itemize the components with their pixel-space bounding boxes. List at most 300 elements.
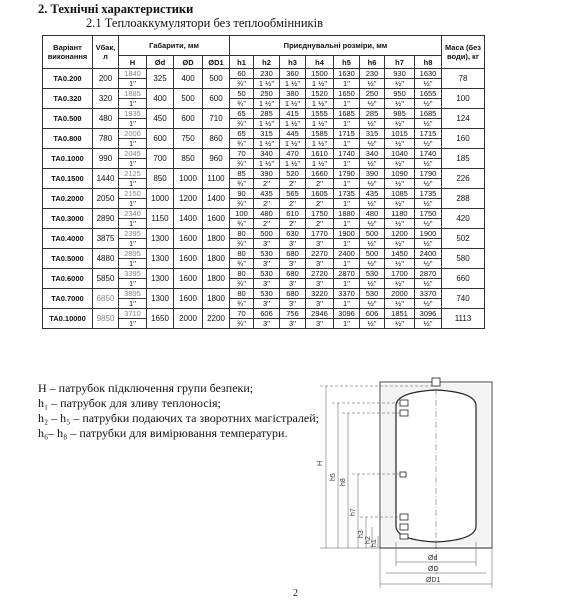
cell-h8: 1630 [415,69,442,79]
cell-h2-thread: 2'' [254,179,280,189]
label-H: H [317,460,324,466]
header-h2: h2 [254,56,280,69]
cell-H: 1935 [119,109,147,119]
cell-volume: 3875 [93,229,119,249]
cell-h5: 1735 [334,189,360,199]
cell-h1-thread: ¾'' [230,139,254,149]
cell-h5: 1715 [334,129,360,139]
cell-h6-thread: ½'' [360,319,385,329]
cell-h3-thread: 3'' [280,259,306,269]
cell-h8-thread: ½'' [415,259,442,269]
cell-h8: 2400 [415,249,442,259]
cell-d: 1000 [147,189,174,209]
cell-h8: 1655 [415,89,442,99]
cell-D1: 1400 [203,189,230,209]
header-overall: Габарити, мм [119,36,230,56]
cell-h3: 380 [280,89,306,99]
cell-h2: 390 [254,169,280,179]
cell-h5-thread: 1'' [334,239,360,249]
cell-h3: 445 [280,129,306,139]
cell-H-thread: 1'' [119,299,147,309]
cell-h5: 1650 [334,89,360,99]
cell-h3: 680 [280,249,306,259]
cell-d: 450 [147,109,174,129]
cell-variant: TA0.800 [43,129,93,149]
cell-mass: 740 [442,289,485,309]
cell-h4: 1610 [306,149,334,159]
cell-h2: 530 [254,269,280,279]
cell-h2: 315 [254,129,280,139]
cell-volume: 2050 [93,189,119,209]
cell-h5-thread: 1'' [334,119,360,129]
header-mass: Маса (без води), кг [442,36,485,69]
cell-h5-thread: 1'' [334,179,360,189]
cell-mass: 160 [442,129,485,149]
cell-variant: TA0.5000 [43,249,93,269]
table-row [43,269,485,279]
cell-h3: 610 [280,209,306,219]
cell-D1: 1800 [203,289,230,309]
cell-h5: 1630 [334,69,360,79]
header-d: Ød [147,56,174,69]
header-h8: h8 [415,56,442,69]
cell-D: 1200 [174,189,203,209]
cell-h8: 1715 [415,129,442,139]
cell-h1-thread: ¾'' [230,159,254,169]
cell-h7: 1180 [385,209,415,219]
cell-H-thread: 1'' [119,199,147,209]
cell-h4-thread: 3'' [306,279,334,289]
cell-h2-thread: 3'' [254,239,280,249]
cell-h4: 1660 [306,169,334,179]
cell-h2: 250 [254,89,280,99]
cell-h5-thread: 1'' [334,279,360,289]
cell-h7-thread: ½'' [385,139,415,149]
cell-h8-thread: ½'' [415,199,442,209]
cell-variant: TA0.1000 [43,149,93,169]
cell-h6-thread: ½'' [360,239,385,249]
cell-h2: 435 [254,189,280,199]
cell-h4: 2270 [306,249,334,259]
cell-mass: 580 [442,249,485,269]
cell-h4-thread: 3'' [306,319,334,329]
cell-H: 2150 [119,189,147,199]
header-h5: h5 [334,56,360,69]
cell-H-thread: 1'' [119,139,147,149]
cell-h6-thread: ½'' [360,79,385,89]
cell-d: 1300 [147,269,174,289]
cell-volume: 4880 [93,249,119,269]
table-row [43,169,485,179]
cell-h8-thread: ½'' [415,299,442,309]
cell-H-thread: 1'' [119,259,147,269]
cell-D1: 500 [203,69,230,89]
cell-h8: 1685 [415,109,442,119]
cell-h1-thread: ¾'' [230,199,254,209]
cell-h4-thread: 1 ½'' [306,159,334,169]
cell-h1: 80 [230,249,254,259]
cell-h6-thread: ½'' [360,259,385,269]
cell-h8-thread: ½'' [415,179,442,189]
cell-H-thread: 1'' [119,279,147,289]
cell-mass: 100 [442,89,485,109]
label-h1: h1 [371,539,378,547]
cell-H: 3895 [119,289,147,299]
cell-h4: 2946 [306,309,334,319]
cell-h2-thread: 1 ½'' [254,79,280,89]
cell-h3: 565 [280,189,306,199]
cell-h1: 80 [230,289,254,299]
cell-d: 400 [147,89,174,109]
cell-H: 2000 [119,129,147,139]
cell-h6-thread: ½'' [360,179,385,189]
cell-d: 700 [147,149,174,169]
cell-h6: 480 [360,209,385,219]
cell-h8-thread: ½'' [415,239,442,249]
cell-h2: 530 [254,289,280,299]
cell-variant: TA0.500 [43,109,93,129]
cell-h5-thread: 1'' [334,299,360,309]
cell-h5-thread: 1'' [334,259,360,269]
cell-h4-thread: 3'' [306,259,334,269]
cell-h3: 415 [280,109,306,119]
label-h2: h2 [365,536,372,544]
cell-h7-thread: ½'' [385,119,415,129]
header-variant: Варіант виконання [43,36,93,69]
cell-volume: 5850 [93,269,119,289]
cell-mass: 78 [442,69,485,89]
cell-h8-thread: ½'' [415,319,442,329]
cell-h8-thread: ½'' [415,99,442,109]
cell-h7-thread: ½'' [385,239,415,249]
header-D: ØD [174,56,203,69]
cell-h6-thread: ½'' [360,279,385,289]
cell-h3: 630 [280,229,306,239]
cell-h1: 100 [230,209,254,219]
cell-h1-thread: ¾'' [230,259,254,269]
table-row [43,209,485,219]
header-connections: Приєднувальні розміри, мм [230,36,442,56]
cell-mass: 1113 [442,309,485,329]
cell-h6: 340 [360,149,385,159]
cell-H-thread: 1'' [119,119,147,129]
cell-H: 1840 [119,69,147,79]
cell-h3-thread: 2'' [280,179,306,189]
cell-D: 1600 [174,249,203,269]
cell-h7-thread: ½'' [385,279,415,289]
cell-h6: 230 [360,69,385,79]
cell-h4: 1500 [306,69,334,79]
cell-h6: 530 [360,289,385,299]
cell-h7: 985 [385,109,415,119]
cell-volume: 2890 [93,209,119,229]
cell-h7-thread: ½'' [385,319,415,329]
cell-H-thread: 1'' [119,179,147,189]
cell-h5: 2870 [334,269,360,279]
cell-D: 500 [174,89,203,109]
cell-d: 600 [147,129,174,149]
cell-h6-thread: ½'' [360,199,385,209]
cell-h8: 3370 [415,289,442,299]
cell-h8-thread: ½'' [415,219,442,229]
cell-volume: 990 [93,149,119,169]
cell-H: 2395 [119,229,147,239]
cell-h2-thread: 2'' [254,199,280,209]
label-d: Ød [428,555,438,562]
cell-mass: 288 [442,189,485,209]
cell-h5-thread: 1'' [334,99,360,109]
cell-h5: 1740 [334,149,360,159]
cell-mass: 226 [442,169,485,189]
cell-h4-thread: 1 ½'' [306,99,334,109]
cell-h1: 60 [230,69,254,79]
label-D: ØD [428,566,439,573]
cell-D1: 1600 [203,209,230,229]
cell-D1: 1100 [203,169,230,189]
cell-h3-thread: 2'' [280,219,306,229]
cell-mass: 502 [442,229,485,249]
notes [38,381,319,441]
table-row [43,309,485,319]
cell-D1: 600 [203,89,230,109]
cell-H: 3395 [119,269,147,279]
cell-h6: 390 [360,169,385,179]
cell-h3-thread: 3'' [280,279,306,289]
cell-h6: 530 [360,269,385,279]
cell-h3: 360 [280,69,306,79]
cell-h3: 756 [280,309,306,319]
cell-H: 3710 [119,309,147,319]
cell-h2: 480 [254,209,280,219]
cell-h3: 520 [280,169,306,179]
cell-variant: TA0.1500 [43,169,93,189]
cell-D: 750 [174,129,203,149]
cell-h2-thread: 3'' [254,299,280,309]
cell-variant: TA0.320 [43,89,93,109]
cell-D1: 860 [203,129,230,149]
cell-H-thread: 1'' [119,159,147,169]
cell-volume: 320 [93,89,119,109]
cell-d: 1300 [147,229,174,249]
cell-h6-thread: ½'' [360,159,385,169]
header-h7: h7 [385,56,415,69]
cell-h7-thread: ½'' [385,259,415,269]
cell-h6: 250 [360,89,385,99]
cell-h2: 230 [254,69,280,79]
page-number: 2 [293,588,298,599]
cell-h3-thread: 1 ½'' [280,159,306,169]
cell-h7: 1450 [385,249,415,259]
cell-h6: 500 [360,229,385,239]
cell-volume: 480 [93,109,119,129]
cell-h1: 85 [230,169,254,179]
cell-h4: 1770 [306,229,334,239]
section-title: 2. Технічні характеристики [38,2,194,16]
cell-volume: 200 [93,69,119,89]
cell-h4: 1555 [306,109,334,119]
cell-h7: 1015 [385,129,415,139]
note-h2-h5: h₂ – h₅ – патрубки подаючих та зворотних магістралей; [38,411,319,425]
cell-D1: 710 [203,109,230,129]
cell-D: 400 [174,69,203,89]
cell-h2: 606 [254,309,280,319]
cell-H: 2125 [119,169,147,179]
cell-volume: 9850 [93,309,119,329]
cell-H-thread: 1'' [119,219,147,229]
cell-d: 1150 [147,209,174,229]
cell-H-thread: 1'' [119,239,147,249]
cell-h4: 1750 [306,209,334,219]
cell-h2-thread: 3'' [254,319,280,329]
cell-h6-thread: ½'' [360,299,385,309]
cell-D: 600 [174,109,203,129]
cell-h2: 340 [254,149,280,159]
cell-mass: 124 [442,109,485,129]
cell-h8-thread: ½'' [415,119,442,129]
cell-h5: 1880 [334,209,360,219]
cell-h7: 1040 [385,149,415,159]
cell-h6-thread: ½'' [360,119,385,129]
cell-h6: 435 [360,189,385,199]
cell-h6-thread: ½'' [360,99,385,109]
note-h6-h8: h₆– h₈ – патрубки для вимірювання температури. [38,426,288,440]
cell-d: 1300 [147,289,174,309]
cell-h2-thread: 3'' [254,259,280,269]
cell-h7: 1085 [385,189,415,199]
cell-h1: 65 [230,129,254,139]
cell-h7: 1090 [385,169,415,179]
cell-h6: 285 [360,109,385,119]
cell-h1: 70 [230,309,254,319]
table-row [43,229,485,239]
cell-variant: TA0.4000 [43,229,93,249]
cell-h5-thread: 1'' [334,319,360,329]
header-h3: h3 [280,56,306,69]
cell-D: 1400 [174,209,203,229]
cell-h2-thread: 1 ½'' [254,99,280,109]
cell-h1-thread: ¾'' [230,119,254,129]
cell-h6-thread: ½'' [360,219,385,229]
table-row [43,289,485,299]
cell-h5-thread: 1'' [334,219,360,229]
header-D1: ØD1 [203,56,230,69]
cell-h1-thread: ¾'' [230,179,254,189]
cell-H-thread: 1'' [119,319,147,329]
cell-h7-thread: ½'' [385,159,415,169]
cell-mass: 420 [442,209,485,229]
cell-h3-thread: 2'' [280,199,306,209]
cell-h7: 1851 [385,309,415,319]
cell-D1: 960 [203,149,230,169]
cell-h1-thread: ¾'' [230,299,254,309]
cell-h3-thread: 3'' [280,299,306,309]
cell-h5: 3096 [334,309,360,319]
cell-variant: TA0.3000 [43,209,93,229]
cell-h5: 2400 [334,249,360,259]
cell-D: 850 [174,149,203,169]
cell-h8-thread: ½'' [415,139,442,149]
cell-h4-thread: 2'' [306,219,334,229]
top-outlet [432,378,440,386]
cell-variant: TA0.10000 [43,309,93,329]
cell-h7: 930 [385,69,415,79]
cell-h5: 1790 [334,169,360,179]
spec-table [42,35,485,329]
cell-h5-thread: 1'' [334,79,360,89]
cell-h5: 3370 [334,289,360,299]
cell-D1: 2200 [203,309,230,329]
cell-h5-thread: 1'' [334,159,360,169]
cell-h4-thread: 3'' [306,299,334,309]
cell-h2: 285 [254,109,280,119]
cell-h1: 65 [230,109,254,119]
cell-volume: 6850 [93,289,119,309]
table-row [43,189,485,199]
cell-h8: 1735 [415,189,442,199]
cell-variant: TA0.7000 [43,289,93,309]
cell-h3-thread: 1 ½'' [280,139,306,149]
cell-h6: 315 [360,129,385,139]
header-h1: h1 [230,56,254,69]
cell-h3-thread: 1 ½'' [280,79,306,89]
cell-h7: 1700 [385,269,415,279]
note-H: H – патрубок підключення групи безпеки; [38,381,254,395]
table-row [43,109,485,119]
cell-h7-thread: ½'' [385,219,415,229]
cell-h4-thread: 1 ½'' [306,79,334,89]
cell-h8: 2870 [415,269,442,279]
table-row [43,89,485,99]
cell-h1: 90 [230,189,254,199]
cell-h8-thread: ½'' [415,159,442,169]
cell-h2-thread: 2'' [254,219,280,229]
label-h5: h5 [330,473,337,481]
cell-h8-thread: ½'' [415,79,442,89]
cell-h2-thread: 3'' [254,279,280,289]
cell-h3-thread: 3'' [280,239,306,249]
cell-volume: 780 [93,129,119,149]
cell-h4-thread: 2'' [306,179,334,189]
cell-h8-thread: ½'' [415,279,442,289]
cell-D1: 1800 [203,269,230,289]
cell-h8: 3096 [415,309,442,319]
cell-variant: TA0.6000 [43,269,93,289]
cell-h7-thread: ½'' [385,79,415,89]
cell-h1-thread: ¾'' [230,239,254,249]
cell-D: 1000 [174,169,203,189]
cell-h7: 950 [385,89,415,99]
cell-h7: 1200 [385,229,415,239]
cell-H-thread: 1'' [119,79,147,89]
cell-h3-thread: 1 ½'' [280,99,306,109]
cell-h2-thread: 1 ½'' [254,119,280,129]
cell-h1: 80 [230,229,254,239]
cell-h6: 500 [360,249,385,259]
cell-h1: 70 [230,149,254,159]
cell-h3: 680 [280,289,306,299]
cell-h3: 470 [280,149,306,159]
cell-h4-thread: 3'' [306,239,334,249]
cell-variant: TA0.2000 [43,189,93,209]
label-h3: h3 [358,530,365,538]
cell-h4-thread: 1 ½'' [306,139,334,149]
cell-h2: 500 [254,229,280,239]
table-row [43,149,485,159]
label-h7: h7 [350,508,357,516]
cell-h3: 680 [280,269,306,279]
table-row [43,69,485,79]
cell-h4: 2720 [306,269,334,279]
